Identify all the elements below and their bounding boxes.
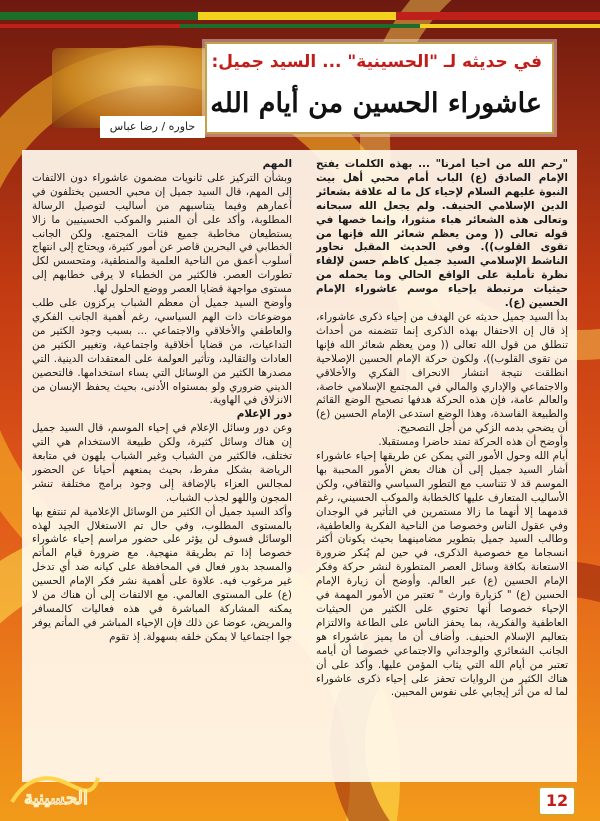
- article-body: [22, 150, 577, 782]
- top-color-band: [0, 12, 600, 20]
- paragraph: وأوضح السيد جميل أن معظم الشباب يركزون على طلب موضوعات ذات الهم السياسي، رغم أهمية الجانب الفكري والعاطفي والأخلاقي والاجتماعي ... بسبب وجود الكثير من التداعيات، من قضايا أخلاقية واجتماعية، وتغيير الكثير من العادات والتقاليد، وتأثير العولمة على المعتقدات الدينية. التي مصدرها الكثير من الوسائل التي يساء استخدامها. فالتحصين الديني ضروري ولو بمستواه الأدنى، بحيث يحفظ الإنسان من الانزلاق في الهاوية.: [32, 297, 292, 407]
- paragraph: أيام الله وحول الأمور التي يمكن عن طريقها إحياء عاشوراء أشار السيد جميل إلى أن هناك بعض الأمور المحببة بها الموسم قد لا تتناسب مع التطور السياسي والثقافي، ولكن الأساليب المتعارف عليها كالخطابة والموكب الحسيني، رغم قدمهما إلا أنهما ما زالا مستمرين في التأثير في الوجدان وفي عقول الناس وخصوصا من الناحية الفكرية والعاطفية، وطالب السيد جميل بتطوير مضامينهما بحيث يكونان أكثر انسجاما مع خصوصية الذكرى، في حين لم يُنكر ضرورة الاستعانة بكافة وسائل العصر المتطورة لنشر حركة وفكر الإمام الحسين (ع) عبر العالم. وأوضح أن زيارة الإمام الحسين (ع) " كزيارة وارث " تعتبر من الأمور المهمة في الإحياء خصوصا أنها تحتوي على الكثير من الحيثيات العاطفية والفكرية، بما يحفز الناس على الطاعة والالتزام بتعاليم الإسلام الحنيف. وأضاف أن ما يميز عاشوراء هو الجانب الشعائري والوجداني والاجتماعي خصوصا أن أيامه تعتبر من أيام الله التي يثاب المؤمن عليها. وأكد على أن هناك الكثير من الروايات تحفز على إحياء ذكرى عاشوراء لما له من أثر إيجابي على نفوس المحبين.: [316, 450, 568, 699]
- article-kicker: في حديثه لـ "الحسينية" ... السيد جميل:: [211, 52, 542, 72]
- subheading: دور الإعلام: [236, 408, 292, 421]
- subheading: المهم: [262, 158, 292, 170]
- page-number: 12: [538, 786, 576, 816]
- paragraph: وأكد السيد جميل أن الكثير من الوسائل الإعلامية لم تنتفع بها بالمستوى المطلوب، وفي حال تم الاستغلال الجيد لهذه الوسائل فسوف لن يؤثر على حضور مراسم إحياء عاشوراء خصوصا إذا تم بطريقة منهجية. مع ضرورة قيام المأتم والمسجد بدور فعال في المحافظة على كيانه ضد أي تدخل غير مرغوب فيه. علاوة على أهمية نشر فكر الإمام الحسين (ع) على المستوى العالمي. مع الالتفات إلى أن هناك من لا يمكنه المشاركة المباشرة في هذه فعاليات كالمسافر والمريض، عوضا عن ذلك فإن الإحياء المباشر في المأتم يوفر جوا اجتماعيا لا يمكن خلقه بسهولة. إذ تقوم: [32, 505, 292, 643]
- title-box: [205, 42, 554, 134]
- paragraph: بدأ السيد جميل حديثه عن الهدف من إحياء ذكرى عاشوراء، إذ قال إن الاحتفال بهذه الذكرى إنما تتضمنه من أحداث تنطلق من قول الله تعالى (( ومن يعظم شعائر الله فإنها من تقوى القلوب))، ولكون حركة الإمام الحسين الإصلاحية انطلقت نتيجة انتشار الانحراف الفكري والأخلاقي والاجتماعي والإداري والمالي في المجتمع الإسلامي خاصة، والعالم عامة، فإن هذه الحركة هدفها تصحيح الوضع القائم والطبيعة الفاسدة، وهذا الوضع استدعى الإمام الحسين (ع) أن يضحي بدمه الزكي من أجل التصحيح.: [316, 310, 568, 435]
- paragraph: وبشأن التركيز على ثانويات مضمون عاشوراء دون الالتفات إلى المهم، قال السيد جميل إن محبي الحسين يختلفون في أعمارهم وفيما يتناسبهم من أساليب لتوصيل الرسالة المطلوبة، وأكد على أن المنبر والموكب الحسينيين ما زالا يستطيعان مخاطبة جميع فئات المجتمع. ولكن الجانب الخطابي في البحرين قاصر عن أمور كثيرة، ويحتاج إلى انتهاج أسلوب أعمق من الناحية العلمية والمنطقية، ومتحسس لكل تطورات العصر. فالكثير من الخطباء لا يرقى خطابهم إلى مستوى مواجهة قضايا العصر ووضع الحلول لها.: [32, 171, 292, 296]
- article-headline: عاشوراء الحسين من أيام الله: [210, 88, 542, 119]
- right-column: [316, 158, 568, 768]
- paragraph: وأوضح أن هذه الحركة تمتد حاضرا ومستقبلا.: [378, 436, 568, 449]
- magazine-logo-text: الحسينية: [23, 788, 89, 809]
- paragraph: وعن دور وسائل الإعلام في إحياء الموسم، قال السيد جميل إن هناك وسائل كثيرة، ولكن طبيعة الاستخدام هي التي تختلف، فالكثير من الشباب وغير الشباب يلهون في متابعة الرياضة بشكل مفرط، بحيث يمنعهم أحيانا عن الحضور لمجالس العزاء بالإضافة إلى وجود برامج مختلفة تنشر المجون واللهو لجذب الشباب.: [32, 422, 292, 504]
- article-byline: حاوره / رضا عباس: [100, 116, 205, 138]
- paragraph: "رحم الله من أحيا أمرنا" ... بهذه الكلمات يفتح الإمام الصادق (ع) الباب أمام محبي أهل بيت النبوة عليهم السلام لإحياء كل ما له علاقة بشعائر الدين الإسلامي الحنيف. ولم يجعل الله سبحانه وتعالى هذه الشعائر هباء منثورا، وإنما خصها في قوله تعالى (( ومن يعظم شعائر الله فإنها من تقوى القلوب)). وفي الحديث المقبل نحاور الناشط الإسلامي السيد جميل كاظم حسن لإلقاء نظرة تأملية على الواقع الحالي وما يحمله من حيثيات مرتبطة بإحياء موسم عاشوراء الإمام الحسين (ع).: [316, 158, 568, 310]
- top-color-band-thin: [0, 24, 600, 28]
- magazine-logo: [6, 768, 102, 812]
- left-column: [32, 158, 292, 768]
